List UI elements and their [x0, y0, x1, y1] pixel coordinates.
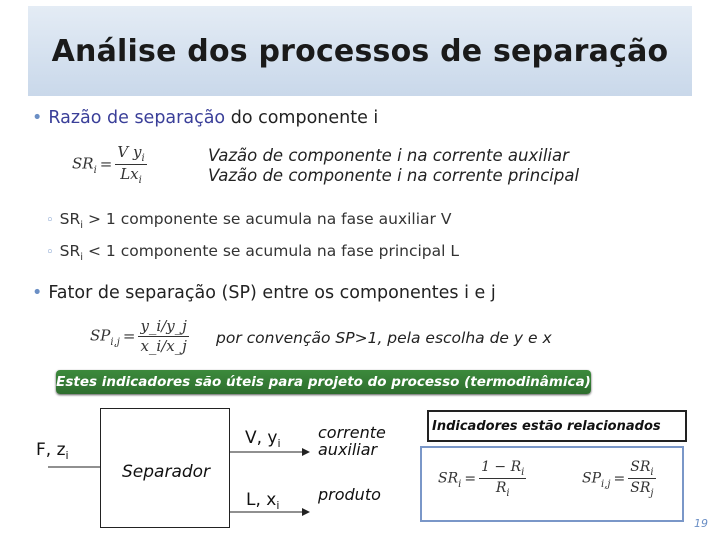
sp-convention-note: por convenção SP>1, pela escolha de y e x	[216, 329, 552, 347]
bullet-marker: •	[32, 108, 43, 128]
sp-formula: $SP_{i,j}$ = $\frac{y\_i/y\_j}{x\_i/x\_j}$	[90, 317, 187, 355]
sp-sr-relation: $SP_{i,j}$ = $\frac{SR_i}{SR_j}$	[582, 459, 654, 499]
sr-formula: $SR_i$ = $\frac{V y_i}{Lx_i}$	[72, 143, 145, 186]
bottom-arrow-head	[302, 508, 310, 516]
highlight-term: Razão de separação	[48, 108, 226, 128]
ring-bullet-icon: ◦	[46, 245, 54, 260]
bullet-marker: •	[32, 283, 43, 303]
sr-r-relation: $SR_i$ = $\frac{1 - R_i}{R_i}$	[438, 459, 525, 499]
top-stream-label: V, $y_i$	[245, 428, 281, 450]
sr-description-denominator: Vazão de componente i na corrente principal	[208, 166, 580, 185]
usefulness-banner: Estes indicadores são úteis para projeto do processo (termodinâmica)	[56, 370, 591, 394]
bullet-separation-factor: • Fator de separação (SP) entre os componentes i e j	[32, 283, 496, 303]
sub-bullet-sr-less: ◦ $SR_i < 1$ componente se acumula na fase principal L	[46, 242, 460, 263]
top-stream-caption: corrente auxiliar	[318, 423, 386, 459]
related-indicators-title: Indicadores estão relacionados	[432, 419, 661, 434]
ring-bullet-icon: ◦	[46, 213, 54, 228]
page-number: 19	[694, 517, 708, 530]
page-title: Análise dos processos de separação	[51, 33, 669, 69]
separator-label: Separador	[122, 462, 211, 482]
sub-bullet-sr-greater: ◦ $SR_i > 1$ componente se acumula na fase auxiliar V	[46, 210, 452, 231]
sr-description-numerator: Vazão de componente i na corrente auxiliar	[208, 146, 569, 165]
bottom-stream-caption: produto	[318, 485, 381, 504]
feed-label: F, $z_i$	[36, 440, 69, 462]
bullet-text: do componente i	[230, 108, 379, 128]
bottom-stream-label: L, $x_i$	[246, 490, 280, 512]
top-arrow-head	[302, 448, 310, 456]
